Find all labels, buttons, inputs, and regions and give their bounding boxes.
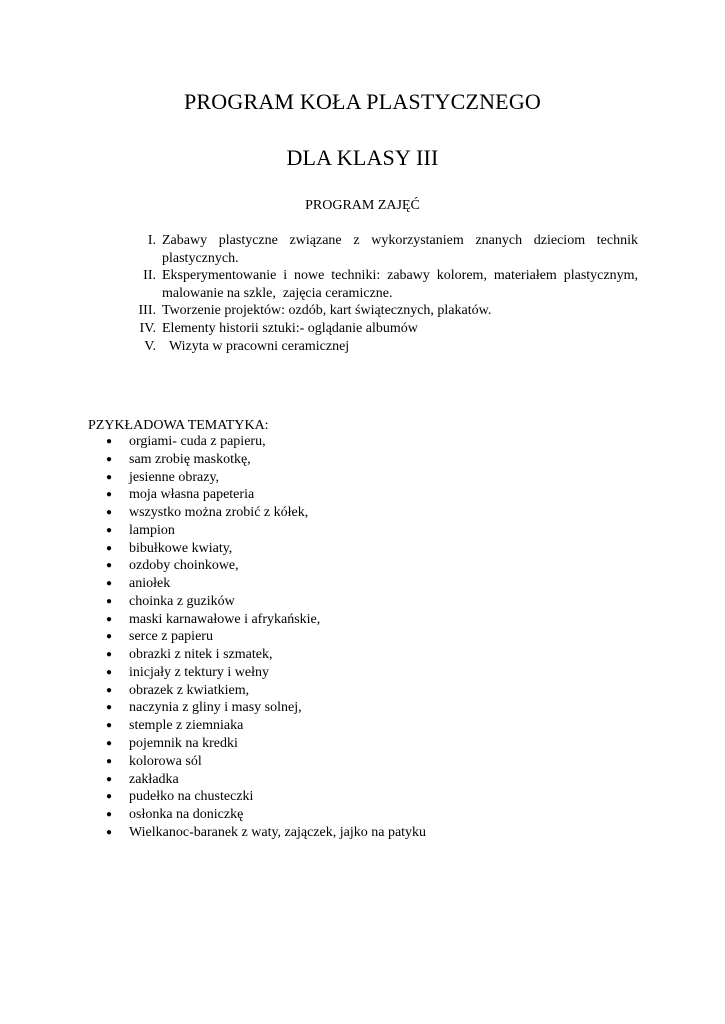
document-title: PROGRAM KOŁA PLASTYCZNEGO	[183, 89, 542, 114]
theme-item	[106, 664, 426, 682]
theme-item-text: ozdoby choinkowe,	[129, 558, 239, 574]
program-item-text: Eksperymentowanie i nowe techniki: zabawy kolorem, materiałem plastycznym, malowanie na szkle, zajęcia ceramiczne.	[162, 268, 642, 301]
bullet-icon: ●	[106, 738, 113, 750]
theme-item	[106, 611, 426, 629]
theme-item-text: osłonka na doniczkę	[129, 807, 244, 823]
bullet-icon: ●	[106, 773, 113, 785]
program-item-number: V.	[144, 338, 156, 354]
bullet-icon: ●	[106, 595, 113, 607]
theme-item	[106, 628, 426, 646]
program-item	[108, 320, 638, 338]
theme-item-text: pojemnik na kredki	[129, 736, 238, 752]
theme-item	[106, 824, 426, 842]
theme-item-text: stemple z ziemniaka	[129, 718, 244, 734]
program-item	[108, 267, 642, 302]
bullet-icon: ●	[106, 453, 113, 465]
program-item-text: Zabawy plastyczne związane z wykorzystaniem znanych dzieciom technik plastycznych.	[162, 233, 642, 266]
bullet-icon: ●	[106, 578, 113, 590]
program-item-text: Wizyta w pracowni ceramicznej	[162, 338, 350, 354]
bullet-icon: ●	[106, 666, 113, 678]
program-item-text: Elementy historii sztuki:- oglądanie albumów	[162, 320, 418, 336]
document-subtitle-class: DLA KLASY III	[286, 145, 439, 170]
theme-item	[106, 540, 426, 558]
theme-item-text: Wielkanoc-baranek z waty, zajączek, jajko na patyku	[129, 824, 427, 840]
theme-item-text: orgiami- cuda z papieru,	[129, 434, 266, 449]
bullet-icon: ●	[106, 755, 113, 767]
theme-item	[106, 504, 426, 522]
theme-item	[106, 593, 426, 611]
theme-item	[106, 753, 426, 771]
theme-item-text: obrazki z nitek i szmatek,	[129, 647, 273, 663]
theme-item	[106, 646, 426, 664]
theme-item-text: serce z papieru	[129, 629, 213, 645]
bullet-icon: ●	[106, 702, 113, 714]
bullet-icon: ●	[106, 471, 113, 483]
bullet-icon: ●	[106, 684, 113, 696]
theme-item	[106, 682, 426, 700]
program-item	[108, 338, 638, 356]
program-heading: PROGRAM ZAJĘĆ	[305, 198, 420, 213]
theme-item-text: moja własna papeteria	[129, 487, 255, 503]
theme-item	[106, 735, 426, 753]
theme-item-text: wszystko można zrobić z kółek,	[129, 505, 309, 521]
program-item-number: II.	[143, 268, 156, 284]
theme-item	[106, 788, 426, 806]
bullet-icon: ●	[106, 489, 113, 501]
theme-item	[106, 557, 426, 575]
theme-item	[106, 806, 426, 824]
theme-item-text: jesienne obrazy,	[129, 469, 220, 485]
themes-list	[106, 433, 426, 842]
bullet-icon: ●	[106, 507, 113, 519]
bullet-icon: ●	[106, 720, 113, 732]
bullet-icon: ●	[106, 791, 113, 803]
bullet-icon: ●	[106, 560, 113, 572]
program-item-number: III.	[138, 303, 156, 319]
bullet-icon: ●	[106, 613, 113, 625]
themes-heading: PZYKŁADOWA TEMATYKA:	[88, 418, 269, 433]
program-item-text: Tworzenie projektów: ozdób, kart świątecznych, plakatów.	[162, 303, 492, 319]
bullet-icon: ●	[106, 524, 113, 536]
theme-item-text: choinka z guzików	[129, 593, 235, 609]
theme-item-text: maski karnawałowe i afrykańskie,	[129, 611, 321, 627]
program-item	[108, 232, 642, 267]
theme-item	[106, 771, 426, 789]
bullet-icon: ●	[106, 542, 113, 554]
theme-item-text: zakładka	[129, 771, 179, 787]
theme-item	[106, 699, 426, 717]
theme-item-text: sam zrobię maskotkę,	[129, 451, 251, 467]
theme-item-text: aniołek	[129, 576, 171, 592]
theme-item	[106, 575, 426, 593]
theme-item	[106, 433, 426, 451]
bullet-icon: ●	[106, 649, 113, 661]
theme-item-text: inicjały z tektury i wełny	[129, 664, 269, 680]
program-list	[108, 232, 642, 355]
theme-item	[106, 469, 426, 487]
theme-item-text: lampion	[129, 522, 175, 538]
bullet-icon: ●	[106, 436, 113, 447]
bullet-icon: ●	[106, 631, 113, 643]
theme-item-text: pudełko na chusteczki	[129, 789, 254, 805]
theme-item-text: obrazek z kwiatkiem,	[129, 682, 250, 698]
bullet-icon: ●	[106, 826, 113, 838]
theme-item-text: bibułkowe kwiaty,	[129, 540, 233, 556]
program-item-number: I.	[147, 233, 156, 248]
theme-item-text: kolorowa sól	[129, 753, 202, 769]
program-item	[108, 302, 638, 320]
theme-item	[106, 717, 426, 735]
bullet-icon: ●	[106, 809, 113, 821]
theme-item	[106, 451, 426, 469]
program-item-number: IV.	[139, 320, 156, 336]
theme-item	[106, 486, 426, 504]
theme-item	[106, 522, 426, 540]
theme-item-text: naczynia z gliny i masy solnej,	[129, 700, 302, 716]
